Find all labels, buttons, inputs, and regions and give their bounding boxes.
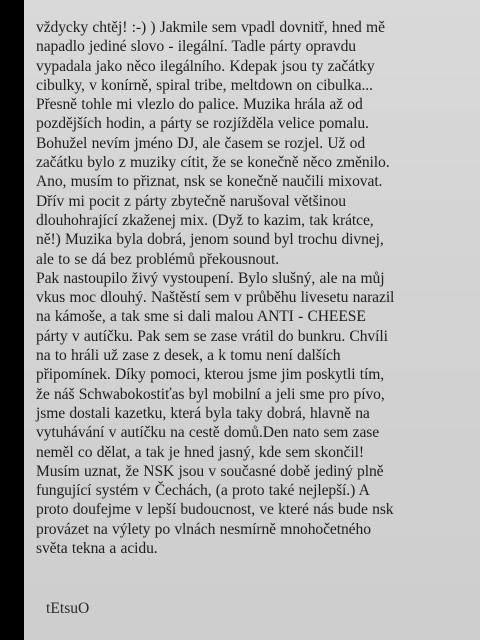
text-line: na to hráli už zase z desek, a k tomu není dalších (36, 347, 341, 365)
author-signature: tEtsuO (46, 600, 90, 617)
paper-sheet (24, 0, 480, 640)
text-line: pozdějších hodin, a párty se rozjížděla velice pomalu. (36, 115, 369, 133)
article-body (36, 18, 476, 558)
text-line: cibulky, v konírně, spiral tribe, meltdown on cibulka... (36, 76, 373, 94)
text-line: začátku bylo z muziky cítit, že se konečně něco změnilo. (36, 154, 390, 172)
text-line: vkus moc dlouhý. Naštěstí sem v průběhu livesetu narazil (36, 289, 395, 307)
text-line: Pak nastoupilo živý vystoupení. Bylo slušný, ale na můj (36, 269, 385, 287)
text-line: vytuhávání v autíčku na cestě domů.Den nato sem zase (36, 424, 380, 442)
text-line: párty v autíčku. Pak sem se zase vrátil do bunkru. Chvíli (36, 327, 388, 345)
text-line: napadlo jediné slovo - ilegální. Tadle párty opravdu (36, 38, 356, 56)
text-line: fungující systém v Čechách, (a proto také nejlepší.) A (36, 482, 370, 500)
text-line: ale to se dá bez problémů překousnout. (36, 250, 279, 268)
text-line: na kámoše, a tak sme si dali malou ANTI - CHEESE (36, 308, 366, 326)
text-line: vypadala jako něco ilegálního. Kdepak jsou ty začátky (36, 57, 375, 75)
text-line: provázet na výlety po vlnách nesmírně mnohočetného (36, 520, 371, 538)
text-line: Přesně tohle mi vlezlo do palice. Muzika hrála až od (36, 96, 363, 114)
text-line: jsme dostali kazetku, která byla taky dobrá, hlavně na (36, 404, 370, 422)
text-line: světa tekna a acidu. (36, 540, 158, 558)
text-line: připomínek. Díky pomoci, kterou jsme jim poskytli tím, (36, 366, 385, 384)
text-line: že náš Schwabokostiťas byl mobilní a jeli sme pro pívo, (36, 385, 385, 403)
text-line: Musím uznat, že NSK jsou v současné době jediný plně (36, 462, 384, 480)
text-line: proto doufejme v lepší budoucnost, ve které nás bude nsk (36, 501, 394, 519)
text-line: Dřív mi pocit z párty zbytečně narušoval většinou (36, 192, 346, 210)
text-line: ně!) Muzika byla dobrá, jenom sound byl trochu divnej, (36, 231, 384, 249)
text-line: Ano, musím to přiznat, nsk se konečně naučili mixovat. (36, 173, 383, 191)
text-line: Bohužel nevím jméno DJ, ale časem se rozjel. Už od (36, 134, 366, 152)
text-line: dlouhohrající zkaženej mix. (Dyž to kazim, tak krátce, (36, 211, 374, 229)
text-line: vždycky chtěj! :-) ) Jakmile sem vpadl dovnitř, hned mě (36, 19, 385, 36)
text-line: neměl co dělat, a tak je hned jasný, kde sem skončil! (36, 443, 364, 461)
